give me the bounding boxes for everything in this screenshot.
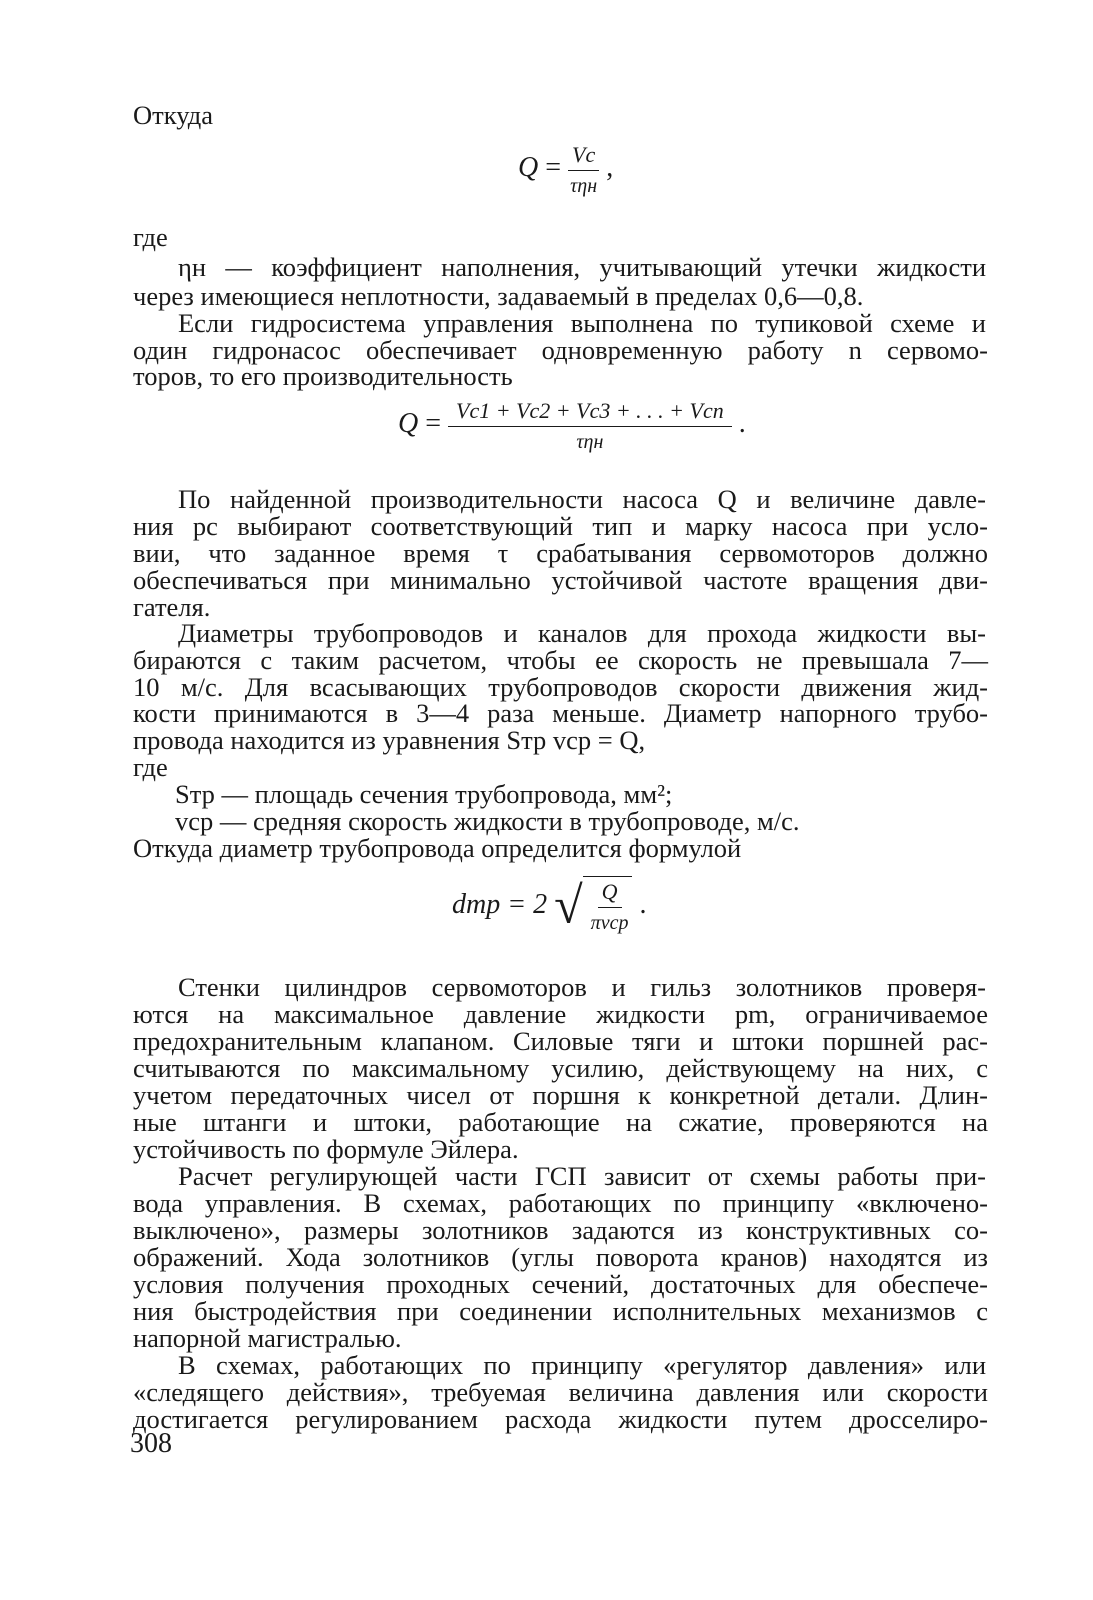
formula-lhs: dтр = 2 bbox=[452, 888, 548, 920]
formula-lhs: Q bbox=[518, 151, 539, 183]
text-line: учетом передаточных чисел от поршня к конкретной детали. Длин- bbox=[133, 1080, 988, 1110]
text-line: В схемах, работающих по принципу «регулятор давления» или bbox=[178, 1350, 986, 1380]
text-line: кости принимаются в 3—4 раза меньше. Диаметр напорного трубо- bbox=[133, 698, 988, 728]
fraction bbox=[448, 398, 732, 453]
fraction-denominator: τηн bbox=[576, 431, 604, 453]
text-line: ηн — коэффициент наполнения, учитывающий утечки жидкости bbox=[178, 252, 986, 282]
text-line: напорной магистралью. bbox=[133, 1323, 402, 1353]
formula-tail: . bbox=[639, 888, 647, 920]
formula-tail: , bbox=[606, 151, 614, 183]
fraction-numerator: Vc bbox=[568, 142, 599, 171]
fraction-numerator: Vc1 + Vc2 + Vc3 + . . . + Vcn bbox=[448, 398, 732, 427]
text-line: выключено», размеры золотников задаются из конструктивных со- bbox=[133, 1215, 988, 1245]
formula-tail: . bbox=[738, 407, 746, 439]
text-line: торов, то его производительность bbox=[133, 361, 513, 391]
text-line: ются на максимальное давление жидкости pm, ограничиваемое bbox=[133, 999, 988, 1029]
text-line: вода управления. В схемах, работающих по принципу «включено- bbox=[133, 1188, 988, 1218]
text-line: один гидронасос обеспечивает одновременную работу n сервомо- bbox=[133, 335, 988, 365]
fraction-numerator: Q bbox=[598, 879, 622, 908]
text-line: Sтр — площадь сечения трубопровода, мм²; bbox=[175, 779, 673, 809]
formula-lhs: Q bbox=[398, 407, 419, 439]
text-line: ображений. Хода золотников (углы поворота кранов) находятся из bbox=[133, 1242, 988, 1272]
text-line: обеспечиваться при минимально устойчивой частоте вращения дви- bbox=[133, 565, 988, 595]
text-line: Расчет регулирующей части ГСП зависит от схемы работы при- bbox=[178, 1161, 986, 1191]
text-line: Если гидросистема управления выполнена по тупиковой схеме и bbox=[178, 308, 986, 338]
text-line: 10 м/с. Для всасывающих трубопроводов скорости движения жид- bbox=[133, 672, 988, 702]
formula-q-simple: Q = $\frac{Vc}{\text{τηн}}$ , bbox=[518, 142, 614, 197]
formula-diameter bbox=[452, 876, 646, 934]
text-line: ния pc выбирают соответствующий тип и марку насоса при усло- bbox=[133, 511, 988, 541]
page-number: 308 bbox=[130, 1428, 172, 1459]
text-line: vср — средняя скорость жидкости в трубопроводе, м/с. bbox=[175, 806, 800, 836]
text-gde: где bbox=[133, 752, 168, 782]
text-line: провода находится из уравнения Sтр vср = Q, bbox=[133, 725, 646, 755]
text-line: Диаметры трубопроводов и каналов для прохода жидкости вы- bbox=[178, 618, 986, 648]
sqrt-icon: √ bbox=[554, 877, 583, 935]
text-line: условия получения проходных сечений, достаточных для обеспече- bbox=[133, 1269, 988, 1299]
text-line: ные штанги и штоки, работающие на сжатие, проверяются на bbox=[133, 1107, 988, 1137]
text-line: гателя. bbox=[133, 592, 211, 622]
text-line: Стенки цилиндров сервомоторов и гильз золотников проверя- bbox=[178, 972, 986, 1002]
text-line: достигается регулированием расхода жидкости путем дросселиро- bbox=[133, 1404, 988, 1434]
text-otkuda: Откуда bbox=[133, 100, 214, 130]
text-line: «следящего действия», требуемая величина давления или скорости bbox=[133, 1377, 988, 1407]
fraction bbox=[591, 879, 629, 934]
text-line: бираются с таким расчетом, чтобы ее скорость не превышала 7— bbox=[133, 645, 988, 675]
text-line: считываются по максимальному усилию, действующему на них, с bbox=[133, 1053, 988, 1083]
fraction-denominator: τηн bbox=[570, 175, 598, 197]
text-line: По найденной производительности насоса Q и величине давле- bbox=[178, 484, 986, 514]
text-line: вии, что заданное время τ срабатывания сервомоторов должно bbox=[133, 538, 988, 568]
fraction bbox=[568, 142, 599, 197]
sqrt-content bbox=[583, 876, 633, 934]
formula-q-sum: Q = $\frac{\text{Vc1 + Vc2 + Vc3 + . . . + Vcn}}{\text{τηн}}$ . bbox=[398, 398, 746, 453]
fraction-denominator: πvср bbox=[590, 912, 629, 934]
text-line: ния быстродействия при соединении исполнительных механизмов с bbox=[133, 1296, 988, 1326]
text-line: через имеющиеся неплотности, задаваемый в пределах 0,6—0,8. bbox=[133, 281, 864, 311]
text-line: Откуда диаметр трубопровода определится формулой bbox=[133, 833, 742, 863]
text-line: предохранительным клапаном. Силовые тяги и штоки поршней рас- bbox=[133, 1026, 988, 1056]
text-line: устойчивость по формуле Эйлера. bbox=[133, 1134, 519, 1164]
text-gde: где bbox=[133, 222, 168, 252]
